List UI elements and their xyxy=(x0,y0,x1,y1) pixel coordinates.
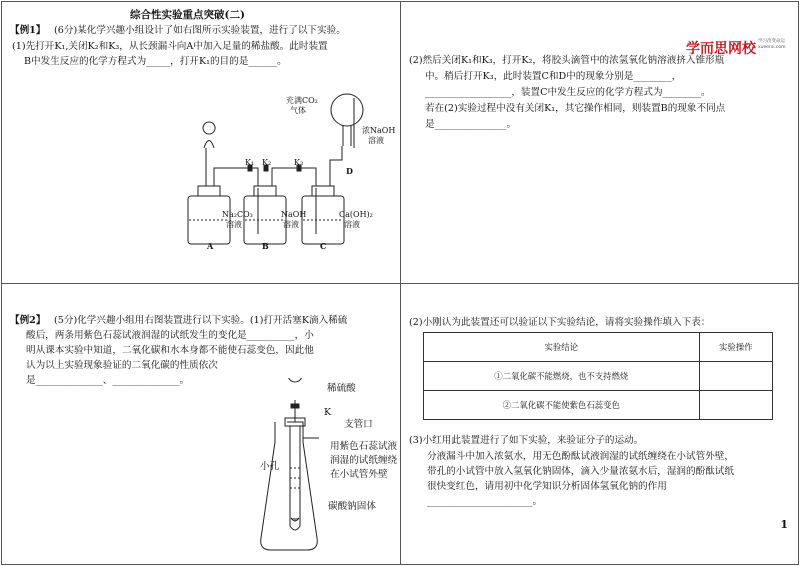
label-solid: 碳酸钠固体 xyxy=(328,501,376,512)
table-cell-operation[interactable] xyxy=(699,362,772,391)
table-row xyxy=(424,391,773,420)
table-row xyxy=(424,362,773,391)
naoh-dropper-label-2: 溶液 xyxy=(368,136,384,145)
q1-line1: (6分)某化学兴趣小组设计了如右图所示实验装置，进行了以下实验。 xyxy=(54,25,346,36)
q3-line5: 是______________、______________。 xyxy=(26,375,190,386)
page-number: 1 xyxy=(780,518,788,531)
question2-continued-panel xyxy=(400,283,799,565)
question1-panel xyxy=(1,1,401,284)
table-cell-conclusion: ②二氧化碳不能使紫色石蕊变色 xyxy=(424,391,700,420)
page-title: 综合性实验重点突破(二) xyxy=(130,9,245,21)
question1-continued-panel xyxy=(400,1,799,284)
brand-logo-subtext: 学习改变命运 xueersi.com xyxy=(758,39,786,50)
label-paper-3: 在小试管外壁 xyxy=(330,469,388,480)
label-b: B xyxy=(262,241,269,251)
co2-label-2: 气体 xyxy=(290,106,306,115)
label-paper-2: 润湿的试纸缠绕 xyxy=(330,455,398,466)
q4-line5: 很快变红色，请用初中化学知识分析固体氢氧化钠的作用 xyxy=(427,481,667,492)
reagent-b-2: 溶液 xyxy=(283,220,299,229)
table-header-conclusion: 实验结论 xyxy=(424,333,700,362)
label-small-hole: 小孔 xyxy=(260,461,280,472)
q4-line2: (3)小红用此装置进行了如下实验，来验证分子的运动。 xyxy=(409,435,644,446)
label-side-tube: 支管口 xyxy=(344,419,373,430)
label-k2: K₂ xyxy=(262,158,272,167)
q1-line2: (1)先打开K₁,关闭K₂和K₃，从长颈漏斗向A中加入足量的稀盐酸。此时装置 xyxy=(12,41,328,52)
brand-logo: 学而思网校 xyxy=(686,41,756,57)
label-c: C xyxy=(320,241,327,251)
q2-line1: (2)然后关闭K₁和K₃，打开K₂，将胶头滴管中的浓氢氧化钠溶液挤入锥形瓶 xyxy=(409,55,725,66)
label-k1: K₁ xyxy=(245,158,255,167)
q2-line5: 是_______________。 xyxy=(425,119,517,130)
label-paper-1: 用紫色石蕊试液 xyxy=(330,441,398,452)
q2-line2: 中。稍后打开K₃，此时装置C和D中的现象分别是________， xyxy=(425,71,682,82)
q4-line6: ______________________。 xyxy=(427,496,543,507)
q3-line1: (5分)化学兴趣小组用右图装置进行以下实验。(1)打开活塞K滴入稀硫 xyxy=(54,315,348,326)
label-stopcock-k: K xyxy=(324,407,332,418)
label-d: D xyxy=(346,166,353,176)
co2-label: 充满CO₂ xyxy=(286,96,318,105)
reagent-c: Ca(OH)₂ xyxy=(339,210,373,219)
table-cell-operation[interactable] xyxy=(699,391,772,420)
q4-line4: 带孔的小试管中放入氢氧化钠固体，滴入少量浓氨水后，湿润的酚酞试纸 xyxy=(427,466,734,477)
q2-line4: 若在(2)实验过程中没有关闭K₁，其它操作相同，则装置B的现象不同点 xyxy=(425,103,726,114)
q3-line2: 酸后，两条用紫色石蕊试液润湿的试纸发生的变化是__________，小 xyxy=(26,330,314,341)
q1-line3: B中发生反应的化学方程式为_____，打开K₁的目的是______。 xyxy=(24,56,287,67)
reagent-a-2: 溶液 xyxy=(226,220,242,229)
label-acid: 稀硫酸 xyxy=(327,383,356,394)
reagent-a: Na₂CO₃ xyxy=(222,210,253,219)
example2-label: 【例2】 xyxy=(10,315,46,326)
q3-line3: 明从课本实验中知道，二氧化碳和水本身都不能使石蕊变色，因此他 xyxy=(26,345,314,356)
naoh-dropper-label: 浓NaOH xyxy=(362,126,396,135)
q4-line3: 分液漏斗中加入浓氨水，用无色酚酞试液润湿的试纸缠绕在小试管外壁， xyxy=(427,451,734,462)
q3-line4: 认为以上实验现象验证的二氧化碳的性质依次 xyxy=(26,360,218,371)
label-a: A xyxy=(207,241,214,251)
example1-label: 【例1】 xyxy=(10,25,46,36)
table-header-operation: 实验操作 xyxy=(699,333,772,362)
experiment-table xyxy=(423,332,773,420)
label-k3: K₃ xyxy=(294,158,304,167)
reagent-c-2: 溶液 xyxy=(344,220,360,229)
q4-line1: (2)小刚认为此装置还可以验证以下实验结论，请将实验操作填入下表： xyxy=(409,317,711,328)
table-cell-conclusion: ①二氧化碳不能燃烧，也不支持燃烧 xyxy=(424,362,700,391)
question2-panel xyxy=(1,283,401,565)
table-header-row xyxy=(424,333,773,362)
q2-line3: __________________，装置C中发生反应的化学方程式为________。 xyxy=(425,87,711,98)
reagent-b: NaOH xyxy=(281,210,307,219)
